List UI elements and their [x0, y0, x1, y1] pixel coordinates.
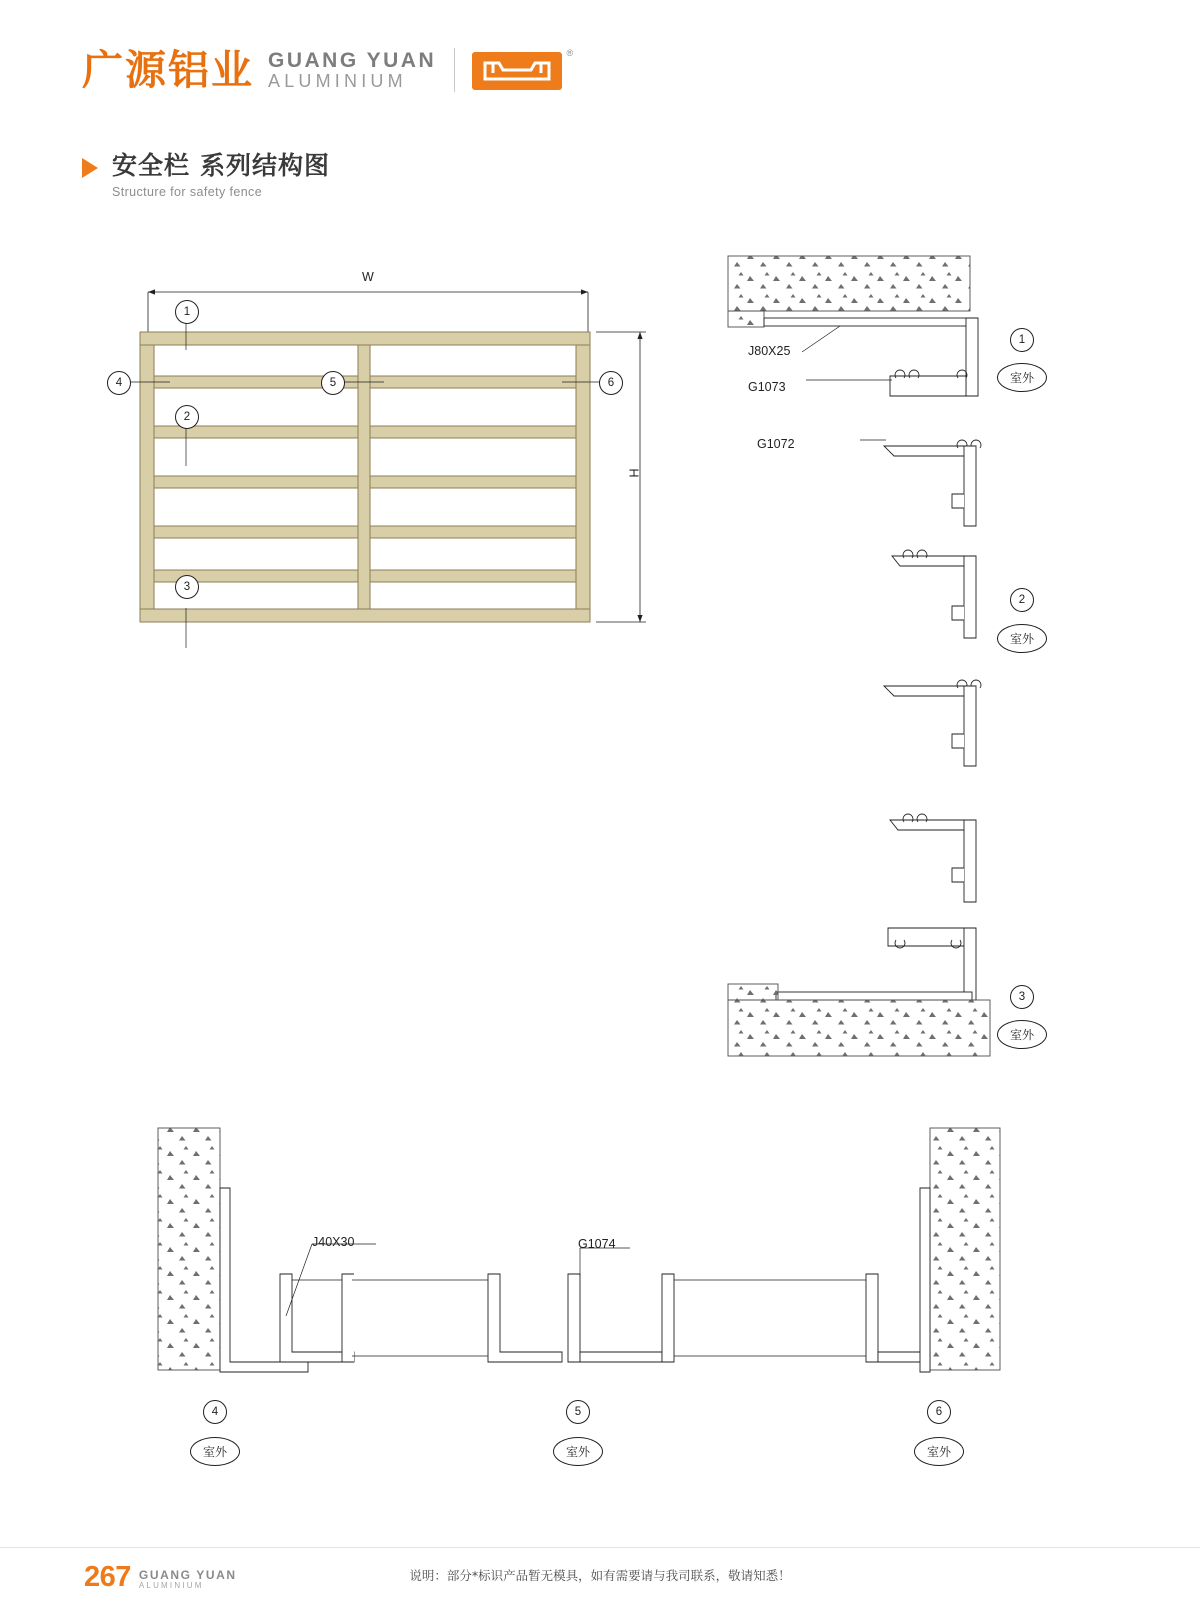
- detail-tag-5: 室外: [553, 1437, 603, 1466]
- footer-brand-line1: GUANG YUAN: [138, 1568, 237, 1583]
- brand-en-line1: GUANG YUAN: [268, 48, 437, 72]
- brand-name-en: [268, 50, 436, 91]
- elevation-callout-5: 5: [321, 371, 345, 395]
- elevation-callout-4: 4: [107, 371, 131, 395]
- dimension-width-label: W: [362, 270, 374, 284]
- cr-mark-icon: [471, 48, 574, 92]
- footer-note: 说明：部分*标识产品暂无模具，如有需要请与我司联系，敬请知悉！: [409, 1568, 791, 1583]
- detail-number-1: 1: [1010, 328, 1034, 352]
- detail-number-2: 2: [1010, 588, 1034, 612]
- detail-tag-2: 室外: [997, 624, 1047, 653]
- profile-label-j40x30: J40X30: [312, 1235, 355, 1249]
- detail-node-3-base: [720, 918, 1050, 1068]
- title-en: Structure for safety fence: [112, 184, 263, 199]
- profile-label-g1072: G1072: [757, 437, 795, 451]
- detail-tag-1: 室外: [997, 363, 1047, 392]
- detail-node-3: [860, 676, 1050, 916]
- profile-label-j80x25: J80X25: [748, 344, 791, 358]
- footer-divider: [0, 1547, 1200, 1548]
- detail-number-6: 6: [927, 1400, 951, 1424]
- page-title: [82, 152, 330, 199]
- title-cn-sub: 系列结构图: [200, 151, 331, 180]
- elevation-callout-6: 6: [599, 371, 623, 395]
- elevation-callout-1: 1: [175, 300, 199, 324]
- title-cn-main: 安全栏: [112, 151, 191, 180]
- dimension-height-label: H: [627, 468, 642, 478]
- logo-divider: [454, 48, 455, 92]
- profile-label-g1074: G1074: [578, 1237, 616, 1251]
- registered-mark: ®: [566, 48, 574, 58]
- plan-section-drawing: [140, 1120, 1040, 1400]
- detail-tag-6: 室外: [914, 1437, 964, 1466]
- detail-tag-3: 室外: [997, 1020, 1047, 1049]
- detail-node-1: [720, 248, 1050, 418]
- elevation-callout-2: 2: [175, 405, 199, 429]
- title-cn: [112, 152, 330, 181]
- page-number: 267: [84, 1561, 131, 1594]
- company-logo: [82, 45, 574, 94]
- title-arrow-icon: [82, 158, 98, 178]
- footer-brand-line2: ALUMINIUM: [138, 1580, 204, 1590]
- detail-number-4: 4: [203, 1400, 227, 1424]
- detail-tag-4: 室外: [190, 1437, 240, 1466]
- brand-en-line2: ALUMINIUM: [268, 70, 407, 91]
- elevation-drawing: [110, 270, 680, 670]
- detail-number-3: 3: [1010, 985, 1034, 1009]
- elevation-callout-3: 3: [175, 575, 199, 599]
- detail-number-5: 5: [566, 1400, 590, 1424]
- brand-name-cn: 广源铝业: [82, 45, 254, 94]
- profile-label-g1073: G1073: [748, 380, 786, 394]
